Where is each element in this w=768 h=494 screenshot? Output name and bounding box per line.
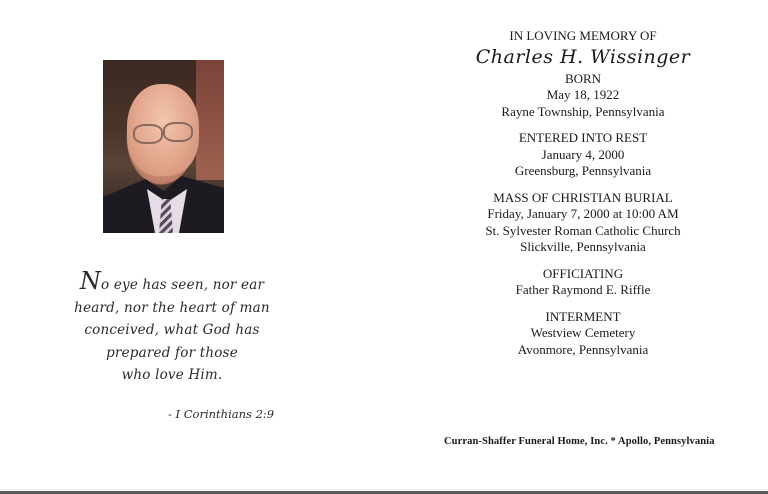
mass-location: Slickville, Pennsylvania [520, 239, 646, 254]
section-interment [452, 309, 714, 359]
verse-line-2: heard, nor the heart of man [74, 299, 270, 316]
birth-place: Rayne Township, Pennsylvania [501, 103, 665, 119]
section-officiating [452, 266, 714, 299]
section-heading: BORN [564, 70, 602, 86]
funeral-home-credit: Curran-Shaffer Funeral Home, Inc. * Apollo, Pennsylvania [444, 436, 715, 447]
verse-citation: - I Corinthians 2:9 [168, 407, 275, 421]
cemetery-location: Avonmore, Pennsylvania [517, 341, 649, 357]
mass-datetime: Friday, January 7, 2000 at 10:00 AM [487, 206, 679, 221]
photo-glasses-right [163, 122, 193, 142]
death-date: January 4, 2000 [541, 146, 625, 162]
section-born [452, 71, 714, 121]
obituary-details [452, 28, 714, 358]
portrait-photo [103, 60, 224, 233]
death-place: Greensburg, Pennsylvania [514, 163, 652, 178]
verse-line-5: who love Him. [121, 367, 223, 383]
birth-date: May 18, 1922 [546, 87, 620, 102]
verse-line-4: prepared for those [106, 344, 238, 361]
deceased-name: Charles H. Wissinger [475, 45, 691, 68]
mass-church: St. Sylvester Roman Catholic Church [485, 222, 681, 238]
verse-drop-cap: N [79, 267, 102, 295]
verse-line-1: No eye has seen, nor ear [79, 267, 265, 295]
officiant: Father Raymond E. Riffle [515, 282, 651, 297]
scripture-verse [62, 267, 282, 387]
page-edge-shadow [0, 489, 768, 490]
photo-glasses-left [133, 124, 163, 144]
section-mass [452, 190, 714, 256]
section-entered-into-rest [452, 130, 714, 180]
cemetery: Westview Cemetery [530, 325, 636, 340]
section-heading: OFFICIATING [542, 265, 624, 281]
photo-background [196, 60, 224, 180]
verse-line-3: conceived, what God has [84, 322, 260, 338]
section-heading: ENTERED INTO REST [518, 130, 648, 145]
section-heading: MASS OF CHRISTIAN BURIAL [493, 189, 673, 205]
memorial-title: IN LOVING MEMORY OF [509, 28, 657, 43]
section-heading: INTERMENT [545, 308, 621, 324]
